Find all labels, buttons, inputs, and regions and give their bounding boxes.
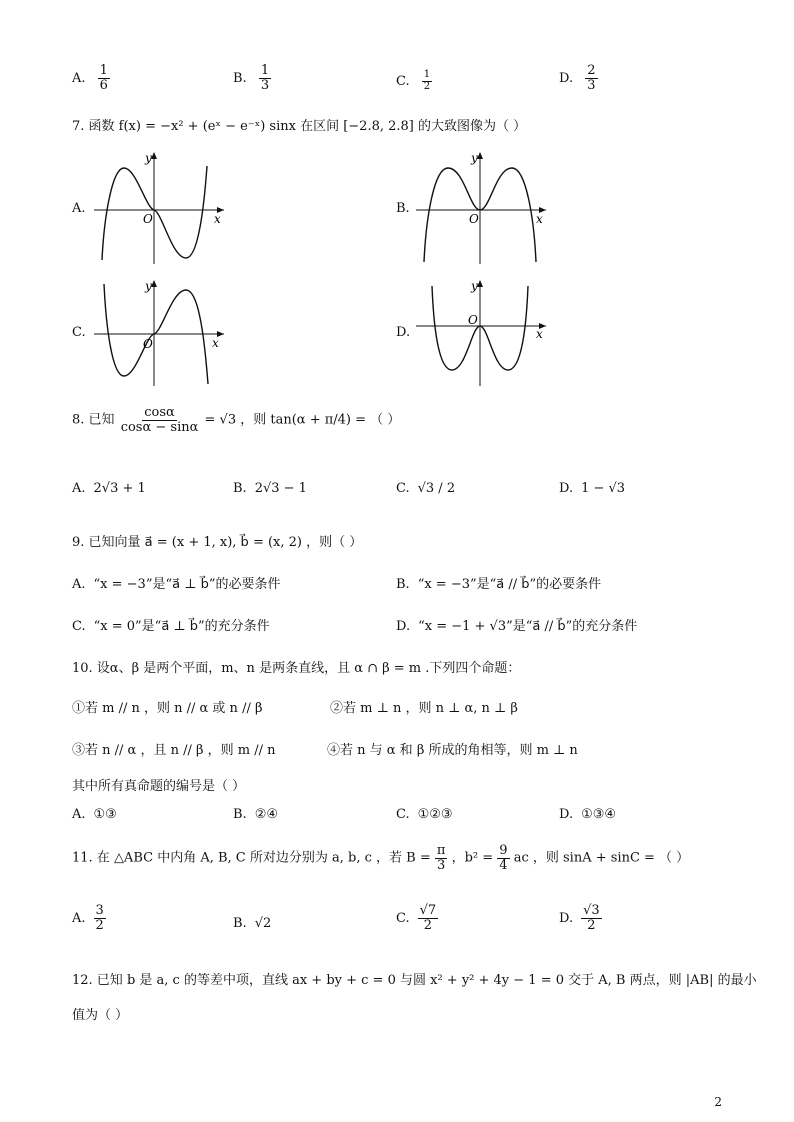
- y-label: y: [471, 151, 478, 165]
- q11-k-num: 9: [499, 843, 508, 858]
- fraction-numerator: √3: [583, 903, 600, 918]
- q8-frac-num: cosα: [144, 405, 175, 420]
- y-axis-arrow: [151, 152, 157, 159]
- fraction-numerator: 1: [260, 63, 270, 78]
- y-label: y: [471, 279, 478, 293]
- q10-proposition-1: ①若 m // n ，则 n // α 或 n // β: [72, 701, 263, 716]
- x-label: x: [536, 327, 543, 341]
- y-label: y: [145, 151, 152, 165]
- q11-mid: ，b² =: [451, 850, 494, 866]
- q7-graph-b: [412, 148, 552, 266]
- q7-graph-d: [412, 276, 552, 388]
- option-label: C.: [396, 807, 410, 822]
- q10-proposition-3: ③若 n // α ，且 n // β ，则 m // n: [72, 743, 276, 758]
- q6-option-a: [72, 64, 110, 92]
- q9-option-b: [396, 573, 601, 592]
- q7-graph-c: [90, 276, 230, 388]
- option-text: ①③④: [581, 807, 617, 822]
- x-label: x: [536, 212, 543, 226]
- q7-graph-a: [90, 148, 230, 266]
- q6-option-d: [559, 64, 598, 92]
- x-label: x: [212, 336, 219, 350]
- option-label: A.: [72, 481, 86, 496]
- fraction-numerator: 2: [587, 63, 596, 78]
- q9-stem: 9. 已知向量 a⃗ = (x + 1, x), b⃗ = (x, 2) ，则（ ）: [72, 535, 363, 550]
- q8-option-a: [72, 481, 146, 496]
- q9-option-d: [396, 615, 637, 634]
- q8-prefix: 8. 已知: [72, 412, 115, 428]
- option-text: ①②③: [417, 807, 453, 822]
- option-text: “x = −3”是“a⃗ ⊥ b⃗”的必要条件: [93, 577, 281, 592]
- q11-option-a: [72, 904, 106, 932]
- option-label: D.: [559, 481, 574, 496]
- q7-graph-b-label: B.: [396, 201, 410, 216]
- option-label: C.: [396, 481, 410, 496]
- option-label: A.: [72, 910, 86, 926]
- q8-option-d: [559, 481, 625, 496]
- option-label: D.: [559, 70, 574, 86]
- option-label: D.: [559, 807, 574, 822]
- fraction-denominator: 2: [423, 80, 431, 92]
- option-label: C.: [396, 910, 410, 926]
- option-label: B.: [233, 481, 247, 496]
- y-axis-arrow: [477, 280, 483, 287]
- q10-option-b: [233, 807, 278, 822]
- y-axis-arrow: [477, 152, 483, 159]
- page-number: 2: [714, 1095, 722, 1109]
- q10-option-c: [396, 807, 453, 822]
- option-label: D.: [396, 619, 411, 634]
- q11-option-d: [559, 904, 602, 932]
- q8-option-b: [233, 481, 307, 496]
- option-text: 1 − √3: [581, 481, 626, 496]
- q10-proposition-2: ②若 m ⊥ n ，则 n ⊥ α, n ⊥ β: [330, 701, 518, 716]
- q11-k-den: 4: [499, 857, 508, 873]
- fraction-denominator: 2: [423, 917, 433, 933]
- option-label: A.: [72, 577, 86, 592]
- y-label: y: [145, 279, 152, 293]
- q10-option-d: [559, 807, 616, 822]
- q10-option-a: [72, 807, 117, 822]
- fraction-numerator: 1: [99, 63, 108, 78]
- q12-line-2: 值为（ ）: [72, 1008, 129, 1023]
- q8-stem: [72, 406, 400, 434]
- option-label: B.: [233, 807, 247, 822]
- q11-tail: ac ，则 sinA + sinC = （ ）: [513, 850, 690, 866]
- y-axis-arrow: [151, 280, 157, 287]
- fraction-denominator: 3: [587, 77, 596, 93]
- q6-option-c: [396, 70, 432, 92]
- option-text: “x = 0”是“a⃗ ⊥ b⃗”的充分条件: [93, 619, 270, 634]
- q12-line-1: 12. 已知 b 是 a, c 的等差中项，直线 ax + by + c = 0 与圆 x² + y² + 4y − 1 = 0 交于 A, B 两点，则 |AB| 的最小: [72, 973, 757, 988]
- q8-option-c: [396, 481, 455, 496]
- q10-stem: 10. 设α、β 是两个平面，m、n 是两条直线，且 α ∩ β = m .下列四个命题：: [72, 661, 521, 676]
- option-label: B.: [233, 916, 247, 931]
- q11-option-b: [233, 916, 271, 931]
- q9-option-c: [72, 615, 270, 634]
- q7-graph-c-label: C.: [72, 325, 86, 340]
- option-label: B.: [233, 70, 247, 86]
- option-label: C.: [72, 619, 86, 634]
- option-text: √2: [254, 916, 272, 931]
- q11-b-num: π: [436, 843, 446, 858]
- fraction-denominator: 6: [99, 77, 108, 93]
- q6-option-b: [233, 64, 271, 92]
- origin-label: O: [143, 337, 153, 351]
- option-text: “x = −3”是“a⃗ // b⃗”的必要条件: [417, 577, 602, 592]
- q7-graph-a-label: A.: [72, 201, 86, 216]
- option-text: √3 / 2: [417, 481, 456, 496]
- fraction-denominator: 3: [260, 77, 270, 93]
- fraction-numerator: 3: [95, 903, 104, 918]
- q11-option-c: [396, 904, 438, 932]
- q10-proposition-4: ④若 n 与 α 和 β 所成的角相等，则 m ⊥ n: [327, 743, 578, 758]
- option-text: ①③: [93, 807, 117, 822]
- origin-label: O: [468, 313, 478, 327]
- origin-label: O: [143, 212, 153, 226]
- x-label: x: [214, 212, 221, 226]
- q9-option-a: [72, 573, 280, 592]
- fraction-numerator: 1: [423, 69, 431, 80]
- origin-label: O: [469, 212, 479, 226]
- q8-equation: = √3 ，则 tan(α + π/4) = （ ）: [204, 412, 401, 428]
- option-label: A.: [72, 807, 86, 822]
- q8-frac-den: cosα − sinα: [120, 419, 199, 435]
- option-label: B.: [396, 577, 410, 592]
- option-label: A.: [72, 70, 86, 86]
- option-label: D.: [559, 910, 574, 926]
- option-text: 2√3 − 1: [254, 481, 307, 496]
- q11-b-den: 3: [437, 857, 446, 873]
- fraction-numerator: √7: [419, 903, 437, 918]
- option-text: 2√3 + 1: [93, 481, 146, 496]
- q11-stem: [72, 844, 689, 872]
- option-label: C.: [396, 73, 410, 89]
- q7-stem: 7. 函数 f(x) = −x² + (eˣ − e⁻ˣ) sinx 在区间 [−2.8, 2.8] 的大致图像为（ ）: [72, 119, 527, 134]
- option-text: ②④: [254, 807, 278, 822]
- q11-prefix: 11. 在 △ABC 中内角 A, B, C 所对边分别为 a, b, c ，若 B =: [72, 850, 431, 866]
- fraction-denominator: 2: [587, 917, 596, 933]
- option-text: “x = −1 + √3”是“a⃗ // b⃗”的充分条件: [418, 619, 638, 634]
- fraction-denominator: 2: [95, 917, 104, 933]
- q10-question: 其中所有真命题的编号是（ ）: [72, 779, 246, 794]
- q7-graph-d-label: D.: [396, 325, 411, 340]
